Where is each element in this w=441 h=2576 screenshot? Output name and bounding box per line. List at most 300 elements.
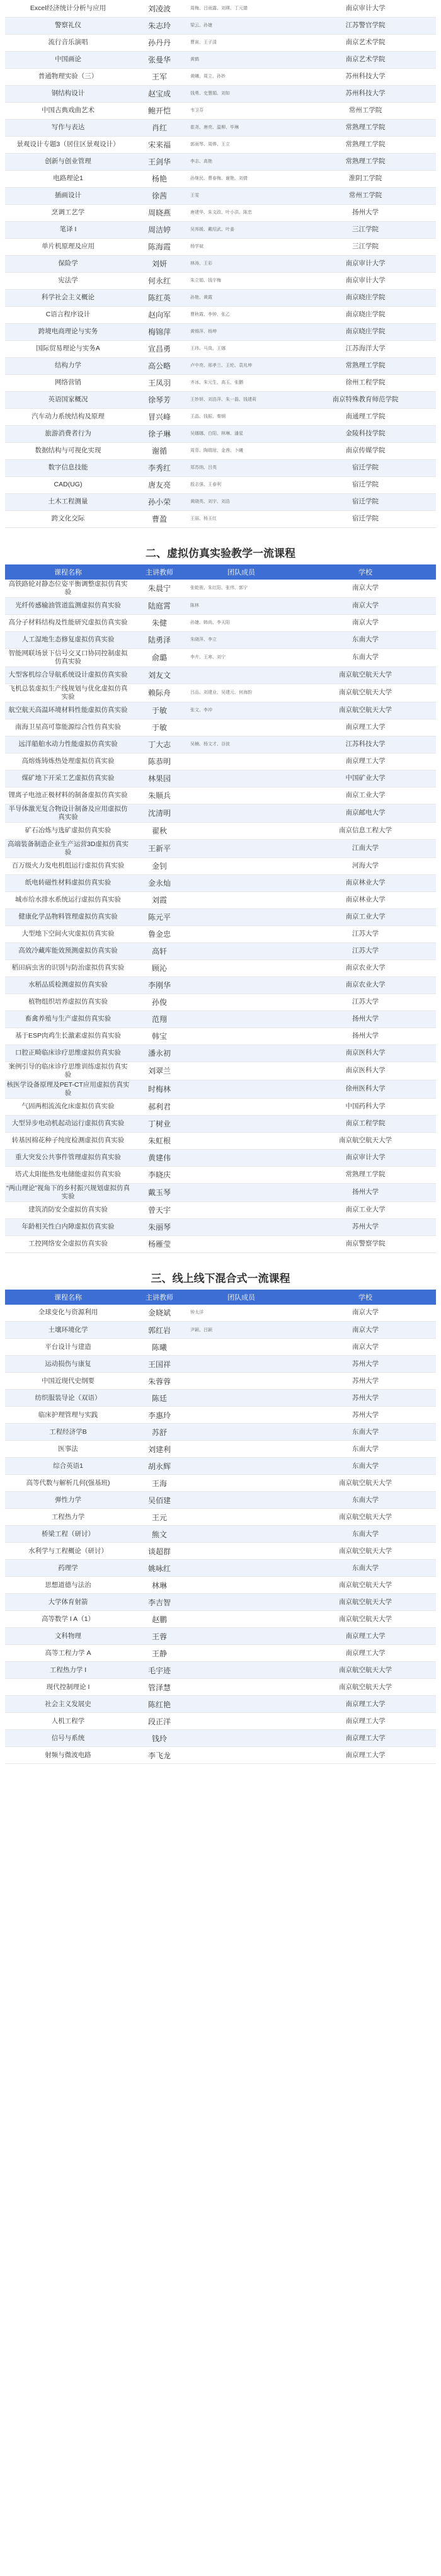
table-row: [5, 136, 436, 153]
lead-cell: 周晓燕: [131, 204, 188, 221]
table-row: [5, 1662, 436, 1679]
course-cell: 文科物理: [5, 1628, 131, 1645]
members-cell: 钱勇、史慧娟、刘如: [188, 85, 295, 102]
lead-cell: 梅锦萍: [131, 323, 188, 340]
members-cell: [188, 1149, 295, 1166]
table-row: [5, 631, 436, 648]
members-cell: 林涛、王彩: [188, 255, 295, 272]
lead-cell: 孙俊: [131, 993, 188, 1010]
course-cell: 中国画论: [5, 51, 131, 68]
table-row: [5, 289, 436, 306]
course-cell: 思想道德与法治: [5, 1577, 131, 1594]
course-cell: 大型客机综合导航系统设计虚拟仿真实验: [5, 667, 131, 684]
members-cell: [188, 804, 295, 822]
header-lead: 主讲教师: [131, 564, 188, 580]
lead-cell: 孙丹丹: [131, 34, 188, 51]
course-cell: 高端装备制造企业生产运营3D虚拟仿真实验: [5, 839, 131, 857]
course-cell: 创新与创业管理: [5, 153, 131, 170]
members-cell: [188, 770, 295, 787]
members-cell: [188, 1115, 295, 1132]
school-cell: 苏州大学: [295, 1390, 436, 1407]
school-cell: 南京审计大学: [295, 1149, 436, 1166]
lead-cell: 张曼华: [131, 51, 188, 68]
school-cell: 东南大学: [295, 648, 436, 667]
course-cell: 稻田病虫害的识别与防治虚拟仿真实验: [5, 959, 131, 976]
course-cell: 土壤环境化学: [5, 1322, 131, 1339]
course-cell: 高效冷藏库能效预测虚拟仿真实验: [5, 942, 131, 959]
school-cell: 常州工学院: [295, 102, 436, 119]
lead-cell: 戴玉琴: [131, 1183, 188, 1201]
course-cell: 案例引导的临床诊疗思维训练虚拟仿真实验: [5, 1062, 131, 1080]
members-cell: 周菲、陶瑞琼、金茜、卜曦: [188, 442, 295, 459]
course-cell: 平台设计与建造: [5, 1339, 131, 1356]
school-cell: 常熟理工学院: [295, 119, 436, 136]
lead-cell: 苏舒: [131, 1424, 188, 1441]
table-row: [5, 839, 436, 857]
school-cell: 南京大学: [295, 597, 436, 614]
school-cell: 江苏大学: [295, 942, 436, 959]
table-row: [5, 0, 436, 17]
course-cell: C语言程序设计: [5, 306, 131, 323]
table-row: [5, 770, 436, 787]
table-row: [5, 510, 436, 527]
members-cell: 王丽、杨玉红: [188, 510, 295, 527]
course-cell: 飞机总装虚拟生产线规划与优化虚拟仿真实验: [5, 684, 131, 702]
lead-cell: 陆勇泽: [131, 631, 188, 648]
school-cell: 南京信息工程大学: [295, 822, 436, 839]
table-row: [5, 1080, 436, 1098]
table-row: [5, 1458, 436, 1475]
course-cell: 全球变化与资源利用: [5, 1305, 131, 1322]
lead-cell: 谈超群: [131, 1543, 188, 1560]
members-cell: [188, 1628, 295, 1645]
school-cell: 扬州大学: [295, 204, 436, 221]
school-cell: 南京传媒学院: [295, 442, 436, 459]
school-cell: 南京邮电大学: [295, 804, 436, 822]
lead-cell: 孙小荣: [131, 493, 188, 510]
table-row: [5, 614, 436, 631]
lead-cell: 李晓庆: [131, 1166, 188, 1183]
members-cell: [188, 1747, 295, 1764]
school-cell: 东南大学: [295, 1441, 436, 1458]
school-cell: 南京工程学院: [295, 1115, 436, 1132]
course-cell: 高铁路轮对静态位姿平衡调整虚拟仿真实验: [5, 580, 131, 598]
table-row: [5, 1166, 436, 1183]
lead-cell: 朱顺兵: [131, 787, 188, 804]
course-cell: 科学社会主义概论: [5, 289, 131, 306]
lead-cell: 曾天宇: [131, 1201, 188, 1218]
school-cell: 南京医科大学: [295, 1062, 436, 1080]
lead-cell: 周洁婷: [131, 221, 188, 238]
school-cell: 东南大学: [295, 1458, 436, 1475]
members-cell: 黄曦、周立、孙妙: [188, 68, 295, 85]
lead-cell: 徐琴芳: [131, 391, 188, 408]
course-cell: 建筑消防安全虚拟仿真实验: [5, 1201, 131, 1218]
school-cell: 南京工业大学: [295, 908, 436, 925]
course-cell: 气固两相流流化床虚拟仿真实验: [5, 1098, 131, 1115]
course-cell: 烹调工艺学: [5, 204, 131, 221]
table-row: [5, 1339, 436, 1356]
lead-cell: 林琳: [131, 1577, 188, 1594]
members-cell: [188, 857, 295, 874]
lead-cell: 陈恭明: [131, 753, 188, 770]
course-cell: 信号与系统: [5, 1730, 131, 1747]
school-cell: 南京理工大学: [295, 1747, 436, 1764]
lead-cell: 陈海霞: [131, 238, 188, 255]
section3-body: [5, 1305, 436, 1764]
header-course: 课程名称: [5, 1290, 131, 1305]
members-cell: [188, 1662, 295, 1679]
course-cell: 基于ESP肉鸡生长激素虚拟仿真实验: [5, 1028, 131, 1045]
table-row: [5, 1679, 436, 1696]
members-cell: [188, 1183, 295, 1201]
course-cell: 弹性力学: [5, 1492, 131, 1509]
table-row: [5, 580, 436, 598]
school-cell: 宿迁学院: [295, 459, 436, 476]
lead-cell: 宋来福: [131, 136, 188, 153]
table-row: [5, 1183, 436, 1201]
table-row: [5, 942, 436, 959]
table-row: [5, 667, 436, 684]
members-cell: [188, 1713, 295, 1730]
lead-cell: 钱玲: [131, 1730, 188, 1747]
members-cell: 卢中亮、邢孝兰、王纶、袁兆坤: [188, 357, 295, 374]
table-row: [5, 34, 436, 51]
school-cell: 南京航空航天大学: [295, 684, 436, 702]
table-row: [5, 391, 436, 408]
lead-cell: 刘建利: [131, 1441, 188, 1458]
lead-cell: 宣昌勇: [131, 340, 188, 357]
lead-cell: 李惠玲: [131, 1407, 188, 1424]
table-row: [5, 1713, 436, 1730]
school-cell: 南京农业大学: [295, 959, 436, 976]
members-cell: [188, 1424, 295, 1441]
course-cell: 核医学设备原理及PET-CT应用虚拟仿真实验: [5, 1080, 131, 1098]
school-cell: 南京航空航天大学: [295, 1543, 436, 1560]
course-cell: 写作与表达: [5, 119, 131, 136]
lead-cell: 王凤羽: [131, 374, 188, 391]
header-members: 团队成员: [188, 564, 295, 580]
table-row: [5, 68, 436, 85]
members-cell: [188, 1098, 295, 1115]
course-cell: 药理学: [5, 1560, 131, 1577]
table-row: [5, 1628, 436, 1645]
course-cell: 高熔炼铸炼热处理虚拟仿真实验: [5, 753, 131, 770]
course-cell: 结构力学: [5, 357, 131, 374]
header-course: 课程名称: [5, 564, 131, 580]
course-cell: 临床护理管理与实践: [5, 1407, 131, 1424]
members-cell: [188, 719, 295, 736]
course-cell: 工控网络安全虚拟仿真实验: [5, 1235, 131, 1252]
school-cell: 苏州大学: [295, 1356, 436, 1373]
course-cell: 笔译 I: [5, 221, 131, 238]
lead-cell: 徐子琳: [131, 425, 188, 442]
course-cell: 远洋船舶水动力性能虚拟仿真实验: [5, 736, 131, 753]
members-cell: [188, 667, 295, 684]
lead-cell: 赵向军: [131, 306, 188, 323]
school-cell: 东南大学: [295, 631, 436, 648]
header-members: 团队成员: [188, 1290, 295, 1305]
members-cell: [188, 1441, 295, 1458]
lead-cell: 陈廷: [131, 1390, 188, 1407]
school-cell: 金陵科技学院: [295, 425, 436, 442]
course-cell: 健康化学品物料管理虚拟仿真实验: [5, 908, 131, 925]
table-row: [5, 1010, 436, 1028]
school-cell: 宿迁学院: [295, 510, 436, 527]
school-cell: 东南大学: [295, 1424, 436, 1441]
lead-cell: 郝利君: [131, 1098, 188, 1115]
lead-cell: 鲁金忠: [131, 925, 188, 942]
table-row: [5, 17, 436, 34]
lead-cell: 林果园: [131, 770, 188, 787]
table-row: [5, 272, 436, 289]
lead-cell: 王国祥: [131, 1356, 188, 1373]
table-row: [5, 204, 436, 221]
course-cell: 普通物理实验（三）: [5, 68, 131, 85]
course-cell: 航空航天高温环境材料性能虚拟仿真实验: [5, 702, 131, 719]
members-cell: 王玮、马岚、王娜: [188, 340, 295, 357]
school-cell: 南京林业大学: [295, 891, 436, 908]
course-cell: 人机工程学: [5, 1713, 131, 1730]
members-cell: 张文、李冲: [188, 702, 295, 719]
school-cell: 江苏科技大学: [295, 736, 436, 753]
lead-cell: 黄建伟: [131, 1149, 188, 1166]
school-cell: 南京理工大学: [295, 719, 436, 736]
lead-cell: 李秀红: [131, 459, 188, 476]
school-cell: 苏州科技大学: [295, 85, 436, 102]
school-cell: 扬州大学: [295, 1010, 436, 1028]
lead-cell: 赵鹏: [131, 1611, 188, 1628]
members-cell: 殷志强、王春利: [188, 476, 295, 493]
members-cell: [188, 959, 295, 976]
school-cell: 常熟理工学院: [295, 136, 436, 153]
school-cell: 江苏大学: [295, 925, 436, 942]
school-cell: 中国药科大学: [295, 1098, 436, 1115]
school-cell: 苏州大学: [295, 1373, 436, 1390]
course-cell: 钢结构设计: [5, 85, 131, 102]
lead-cell: 赖际舟: [131, 684, 188, 702]
course-cell: 运动损伤与康复: [5, 1356, 131, 1373]
school-cell: 南京大学: [295, 1339, 436, 1356]
members-cell: [188, 1218, 295, 1235]
members-cell: [188, 1730, 295, 1747]
members-cell: [188, 1577, 295, 1594]
school-cell: 淮阴工学院: [295, 170, 436, 187]
course-cell: 半导体激光复合物设计制备及应用虚拟仿真实验: [5, 804, 131, 822]
table-row: [5, 597, 436, 614]
lead-cell: 何永红: [131, 272, 188, 289]
members-cell: [188, 925, 295, 942]
members-cell: 曹秋霞、李钟、张乙: [188, 306, 295, 323]
lead-cell: 于敏: [131, 719, 188, 736]
school-cell: 南京农业大学: [295, 976, 436, 993]
table-row: [5, 1149, 436, 1166]
course-cell: 植物组织培养虚拟仿真实验: [5, 993, 131, 1010]
members-cell: 钟太洋: [188, 1305, 295, 1322]
lead-cell: 王剑华: [131, 153, 188, 170]
lead-cell: 范翔: [131, 1010, 188, 1028]
school-cell: 苏州科技大学: [295, 68, 436, 85]
school-cell: 南京工业大学: [295, 1201, 436, 1218]
members-cell: [188, 1166, 295, 1183]
table-row: [5, 1356, 436, 1373]
table-row: [5, 753, 436, 770]
lead-cell: 陈元平: [131, 908, 188, 925]
section3-title: 三、线上线下混合式一流课程: [151, 1272, 290, 1285]
lead-cell: 王蓉: [131, 1628, 188, 1645]
course-cell: 水利学与工程概论（研讨）: [5, 1543, 131, 1560]
table-row: [5, 1475, 436, 1492]
school-cell: 南京大学: [295, 580, 436, 598]
school-cell: 南京航空航天大学: [295, 702, 436, 719]
members-cell: 周梅、吕雨露、刘瑛、丁元婧: [188, 0, 295, 17]
school-cell: 南京航空航天大学: [295, 1132, 436, 1149]
course-cell: 桥梁工程（研讨）: [5, 1526, 131, 1543]
lead-cell: 熊文: [131, 1526, 188, 1543]
school-cell: 东南大学: [295, 1526, 436, 1543]
members-cell: [188, 1645, 295, 1662]
school-cell: 南京审计大学: [295, 255, 436, 272]
members-cell: [188, 1339, 295, 1356]
table-row: [5, 1543, 436, 1560]
school-cell: 南京艺术学院: [295, 51, 436, 68]
table-row: [5, 874, 436, 891]
course-cell: 重大突发公共事件管理虚拟仿真实验: [5, 1149, 131, 1166]
members-cell: 朱立娟、钱宇梅: [188, 272, 295, 289]
school-cell: 南京大学: [295, 1305, 436, 1322]
members-cell: 黄鹤: [188, 51, 295, 68]
lead-cell: 朱虹根: [131, 1132, 188, 1149]
table-row: [5, 1424, 436, 1441]
members-cell: 王雯: [188, 187, 295, 204]
table-row: [5, 1407, 436, 1424]
school-cell: 河海大学: [295, 857, 436, 874]
school-cell: 南京晓庄学院: [295, 289, 436, 306]
table-row: [5, 493, 436, 510]
course-cell: 宪法学: [5, 272, 131, 289]
lead-cell: 胡永辉: [131, 1458, 188, 1475]
course-cell: Excel经济统计分析与应用: [5, 0, 131, 17]
lead-cell: 肖红: [131, 119, 188, 136]
school-cell: 南京航空航天大学: [295, 1662, 436, 1679]
course-cell: 百万级火力发电机组运行虚拟仿真实验: [5, 857, 131, 874]
school-cell: 南京大学: [295, 1322, 436, 1339]
course-cell: 跨境电商理论与实务: [5, 323, 131, 340]
members-cell: [188, 787, 295, 804]
members-cell: [188, 1696, 295, 1713]
lead-cell: 刘翠兰: [131, 1062, 188, 1080]
course-cell: 跨文化交际: [5, 510, 131, 527]
table-row: [5, 51, 436, 68]
members-cell: 王晶、钱振、秦钢: [188, 408, 295, 425]
members-cell: 孙艳、黄霞: [188, 289, 295, 306]
members-cell: 吕品、刘建业、吴建元、何海韵: [188, 684, 295, 702]
course-cell: 社会主义发展史: [5, 1696, 131, 1713]
table-row: [5, 340, 436, 357]
course-cell: 高分子材料结构及性能研究虚拟仿真实验: [5, 614, 131, 631]
section2-body: [5, 580, 436, 1253]
course-cell: 煤矿地下开采工艺虚拟仿真实验: [5, 770, 131, 787]
course-cell: 土木工程测量: [5, 493, 131, 510]
table-row: [5, 959, 436, 976]
table-row: [5, 1235, 436, 1252]
members-cell: 郭雨琴、周烨、王立: [188, 136, 295, 153]
lead-cell: 于敏: [131, 702, 188, 719]
school-cell: 南京工业大学: [295, 787, 436, 804]
members-cell: [188, 1543, 295, 1560]
course-cell: 智能网联场景下信号交叉口协同控制虚拟仿真实验: [5, 648, 131, 667]
school-cell: 南京警察学院: [295, 1235, 436, 1252]
course-cell: 年龄相关性白内障虚拟仿真实验: [5, 1218, 131, 1235]
school-cell: 江南大学: [295, 839, 436, 857]
course-table-section1: [5, 0, 436, 528]
lead-cell: 刘凌波: [131, 0, 188, 17]
course-cell: 英语国家概况: [5, 391, 131, 408]
table-row: [5, 1526, 436, 1543]
table-row: [5, 1492, 436, 1509]
members-cell: 尹颖、吕颖: [188, 1322, 295, 1339]
course-cell: 网络营销: [5, 374, 131, 391]
header-school: 学校: [295, 564, 436, 580]
members-cell: 李志、高艳: [188, 153, 295, 170]
members-cell: 吴楠、杨文才、谷波: [188, 736, 295, 753]
course-cell: 纸电转磁性材料虚拟仿真实验: [5, 874, 131, 891]
members-cell: [188, 753, 295, 770]
table-row: [5, 736, 436, 753]
members-cell: 崔尧、唐亮、温柳、毕琳: [188, 119, 295, 136]
lead-cell: 吴佰建: [131, 1492, 188, 1509]
lead-cell: 高公略: [131, 357, 188, 374]
members-cell: [188, 976, 295, 993]
lead-cell: 唐友亮: [131, 476, 188, 493]
table-row: [5, 822, 436, 839]
table-row: [5, 1045, 436, 1062]
school-cell: 常熟理工学院: [295, 153, 436, 170]
course-cell: 大型地下空间火灾虚拟仿真实验: [5, 925, 131, 942]
table-row: [5, 891, 436, 908]
course-table-section2: [5, 564, 436, 1253]
lead-cell: 陈曦: [131, 1339, 188, 1356]
table-row: [5, 1730, 436, 1747]
members-cell: [188, 1526, 295, 1543]
course-cell: 旅游消费者行为: [5, 425, 131, 442]
course-cell: 高等代数与解析几何(强基班): [5, 1475, 131, 1492]
table-row: [5, 1390, 436, 1407]
table-row: [5, 255, 436, 272]
school-cell: 苏州大学: [295, 1407, 436, 1424]
lead-cell: 金晓斌: [131, 1305, 188, 1322]
table-row: [5, 357, 436, 374]
course-cell: 流行音乐演唱: [5, 34, 131, 51]
school-cell: 南京航空航天大学: [295, 1679, 436, 1696]
table-row: [5, 1132, 436, 1149]
lead-cell: 郭红岩: [131, 1322, 188, 1339]
members-cell: 黄晓英、刘宇、刘浩: [188, 493, 295, 510]
course-cell: 警察礼仪: [5, 17, 131, 34]
lead-cell: 金钊: [131, 857, 188, 874]
lead-cell: 朱丽琴: [131, 1218, 188, 1235]
lead-cell: 李刚华: [131, 976, 188, 993]
lead-cell: 王新平: [131, 839, 188, 857]
course-cell: 工程经济学B: [5, 1424, 131, 1441]
lead-cell: 杨艳: [131, 170, 188, 187]
lead-cell: 陈红英: [131, 289, 188, 306]
course-cell: 插画设计: [5, 187, 131, 204]
school-cell: 江苏警官学院: [295, 17, 436, 34]
table-row: [5, 1098, 436, 1115]
members-cell: [188, 1045, 295, 1062]
table-row: [5, 153, 436, 170]
